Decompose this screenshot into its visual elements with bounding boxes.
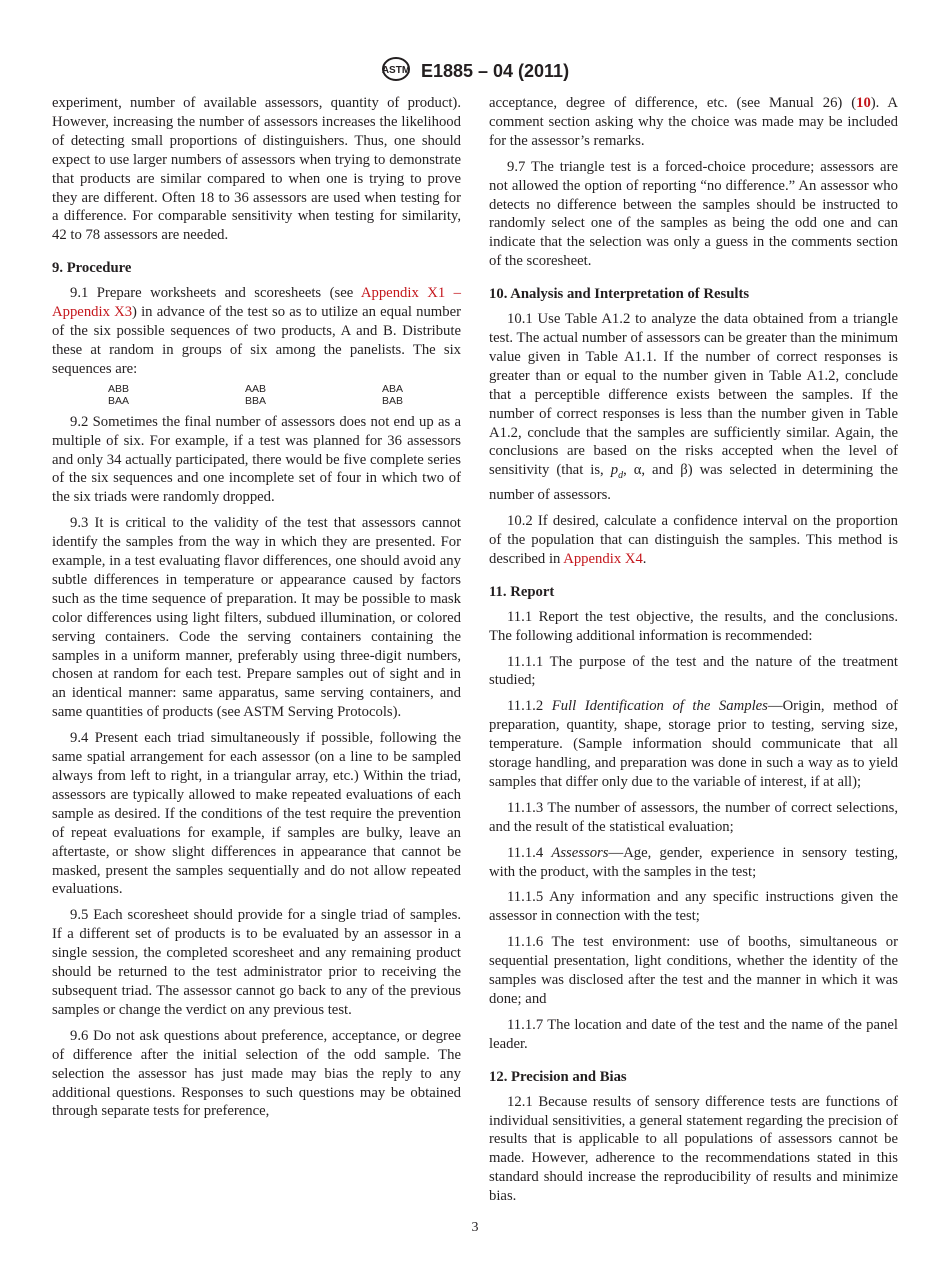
text-run: 10. Analysis and Interpretation of Results [489, 286, 750, 303]
paragraph [52, 729, 461, 899]
italic-text: Assessors [551, 844, 609, 861]
text-run: 12.1 Because results of sensory difference tests are functions of individual sensitivities, a general statement regarding the precision of results that is applicable to all populations of assessors cannot be made. However, adherence to the recommendations stated in this standard should increase the reproducibility of results and minimize bias. [489, 1093, 898, 1205]
italic-text: p [610, 462, 619, 479]
appendix-link[interactable]: Appendix X4 [563, 550, 643, 567]
text-run: 11.1.6 The test environment: use of booths, simultaneous or sequential presentation, light conditions, whether the identity of the samples was disclosed after the test and the manner in which it was done; and [489, 934, 898, 1007]
paragraph [489, 799, 898, 837]
text-run: 9. Procedure [52, 260, 132, 277]
text-run: 9.3 It is critical to the validity of the test that assessors cannot identify the samples from the way in which they are presented. For example, in a test evaluating flavor differences, one should avoid any subtle differences in temperature or appearance caused by factors such as the time sequence of preparation. It may be possible to mask color differences using light filters, subdued illumination, or colored serving containers. Code the serving containers containing the samples in a uniform manner, preferably using three-digit numbers, chosen at random for each test. Prepare samples out of sight and in an identical manner: same apparatus, same serving containers, and same quantities of products (see ASTM Serving Protocols). [52, 515, 461, 721]
paragraph [52, 284, 461, 379]
sequence-item: ABB [108, 382, 130, 395]
text-run: 11.1.2 [507, 698, 552, 715]
italic-text: Full Identification of the Samples [551, 698, 768, 715]
paragraph [52, 514, 461, 722]
section-heading [489, 1068, 898, 1087]
paragraph [489, 158, 898, 271]
text-run: 9.6 Do not ask questions about preference, acceptance, or degree of difference after the initial selection of the odd sample. The selection the assessor has just made may bias the reply to any additional questions. Responses to such questions may be obtained through separate tests for preference, [52, 1027, 461, 1120]
sequence-item: AAB [245, 382, 267, 395]
section-heading [489, 285, 898, 304]
text-run: 11.1 Report the test objective, the results, and the conclusions. The following additional information is recommended: [489, 608, 898, 644]
page-header [0, 56, 950, 87]
text-run: 10.2 If desired, calculate a confidence interval on the proportion of the population that can distinguish the samples. This method is described in [489, 513, 898, 567]
text-run: experiment, number of available assessors, quantity of product). However, increasing the number of assessors increases the likelihood of detecting small proportions of distinguishers. Thus, one should expect to use larger numbers of assessors when trying to demonstrate that products are similar compared to when one is trying to prove they are different. Often 18 to 36 assessors are used when testing for a difference. For comparable sensitivity when testing for similarity, 42 to 78 assessors are needed. [52, 95, 461, 244]
sequence-item: BAB [382, 394, 404, 407]
paragraph [489, 310, 898, 505]
text-run: 11.1.5 Any information and any specific instructions given the assessor in connection with the test; [489, 889, 898, 925]
appendix-link[interactable]: Appendix X1 – Appendix X3 [52, 285, 461, 321]
section-heading [52, 259, 461, 278]
text-run: 10.1 Use Table A1.2 to analyze the data obtained from a triangle test. The actual number of assessors can be greater than the minimum value given in Table A1.1. If the number of correct responses is greater than or equal to the number given in Table A1.2, conclude that a perceptible difference exists between the samples. If the number of correct responses is less than the number given in Table A1.2, conclude that the samples are sufficiently similar. Again, the conclusions are based on the risks accepted when the level of sensitivity (that is, [489, 311, 898, 479]
text-run: 11.1.7 The location and date of the test and the name of the panel leader. [489, 1016, 898, 1052]
text-run: —Age, gender, experience in sensory testing, with the product, with the samples in the test; [489, 844, 898, 880]
svg-text:ASTM: ASTM [381, 65, 411, 76]
paragraph [489, 653, 898, 691]
paragraph [489, 844, 898, 882]
text-run: ) in advance of the test so as to utilize an equal number of the six possible sequences of two products, A and B. Distribute these at random in groups of six among the panelists. The six sequences are: [52, 304, 461, 377]
paragraph [52, 413, 461, 508]
document-code: E1885 – 04 (2011) [420, 61, 570, 81]
paragraph [489, 888, 898, 926]
astm-logo-icon [381, 56, 411, 87]
text-run: 9.7 The triangle test is a forced-choice procedure; assessors are not allowed the option of reporting “no difference.” An assessor who detects no difference between the samples should be instructed to randomly select one of the samples as being the odd one and can indicate that the selection was only a guess in the comments section of the scoresheet. [489, 158, 898, 270]
text-run: 11. Report [489, 583, 555, 600]
text-run: . [642, 550, 647, 567]
paragraph [489, 697, 898, 792]
text-run: ). A comment section asking why the choice was made may be included for the assessor’s remarks. [489, 95, 899, 149]
text-run: 9.4 Present each triad simultaneously if possible, following the same spatial arrangement for each assessor (on a line to be sampled always from left to right, in a triangular array, etc.) Within the triad, assessors are typically allowed to make repeated evaluations of each sample as desired. If the conditions of the test require the prevention of repeat evaluations for example, if samples are bulky, leave an aftertaste, or show slight differences in appearance that cannot be masked, present the samples sequentially and do not allow repeated evaluations. [52, 730, 461, 898]
text-run: —Origin, method of preparation, quantity, shape, storage prior to testing, serving size, temperature. (Sample information should communicate that all storage handling, and preparation was done in such a way as to yield samples that differ only due to the variable of interest, if at all); [489, 698, 898, 790]
text-run: 9.2 Sometimes the final number of assessors does not end up as a multiple of six. For example, if a test was planned for 36 assessors and only 34 actually participated, there would be five complete series of the six sequences and one incomplete set of four in which two of the six triads were randomly dropped. [52, 413, 461, 506]
paragraph [52, 94, 461, 245]
paragraph [489, 94, 898, 151]
sequence-item: BAA [108, 394, 130, 407]
paragraph [52, 906, 461, 1019]
paragraph [489, 1016, 898, 1054]
paragraph [52, 1027, 461, 1122]
paragraph [489, 933, 898, 1009]
section-heading [489, 583, 898, 602]
paragraph [489, 1093, 898, 1206]
page-number: 3 [471, 1220, 479, 1235]
left-column [52, 94, 461, 1128]
text-run: 11.1.1 The purpose of the test and the nature of the treatment studied; [489, 653, 898, 689]
sequence-item: BBA [245, 394, 267, 407]
reference-link[interactable]: 10 [856, 95, 871, 111]
text-run: , α, and β) was selected in determining the number of assessors. [489, 462, 898, 504]
text-run: acceptance, degree of difference, etc. (see Manual 26) ( [489, 95, 857, 111]
right-column [489, 94, 898, 1213]
text-run: 9.5 Each scoresheet should provide for a single triad of samples. If a different set of products is to be evaluated by an assessor in a single session, the completed scoresheet and any remaining product should be returned to the test administrator prior to receiving the subsequent triad. The assessor cannot go back to any of the previous samples or change the verdict on any previous test. [52, 907, 461, 1018]
text-run: 11.1.4 [507, 844, 552, 861]
sequence-list [52, 383, 461, 407]
text-run: 12. Precision and Bias [489, 1068, 627, 1085]
paragraph [489, 608, 898, 646]
paragraph [489, 512, 898, 569]
subscript-text: d [618, 470, 624, 482]
sequence-item: ABA [382, 382, 404, 395]
text-run: 11.1.3 The number of assessors, the number of correct selections, and the result of the statistical evaluation; [489, 799, 898, 835]
text-run: 9.1 Prepare worksheets and scoresheets (see [70, 285, 361, 302]
